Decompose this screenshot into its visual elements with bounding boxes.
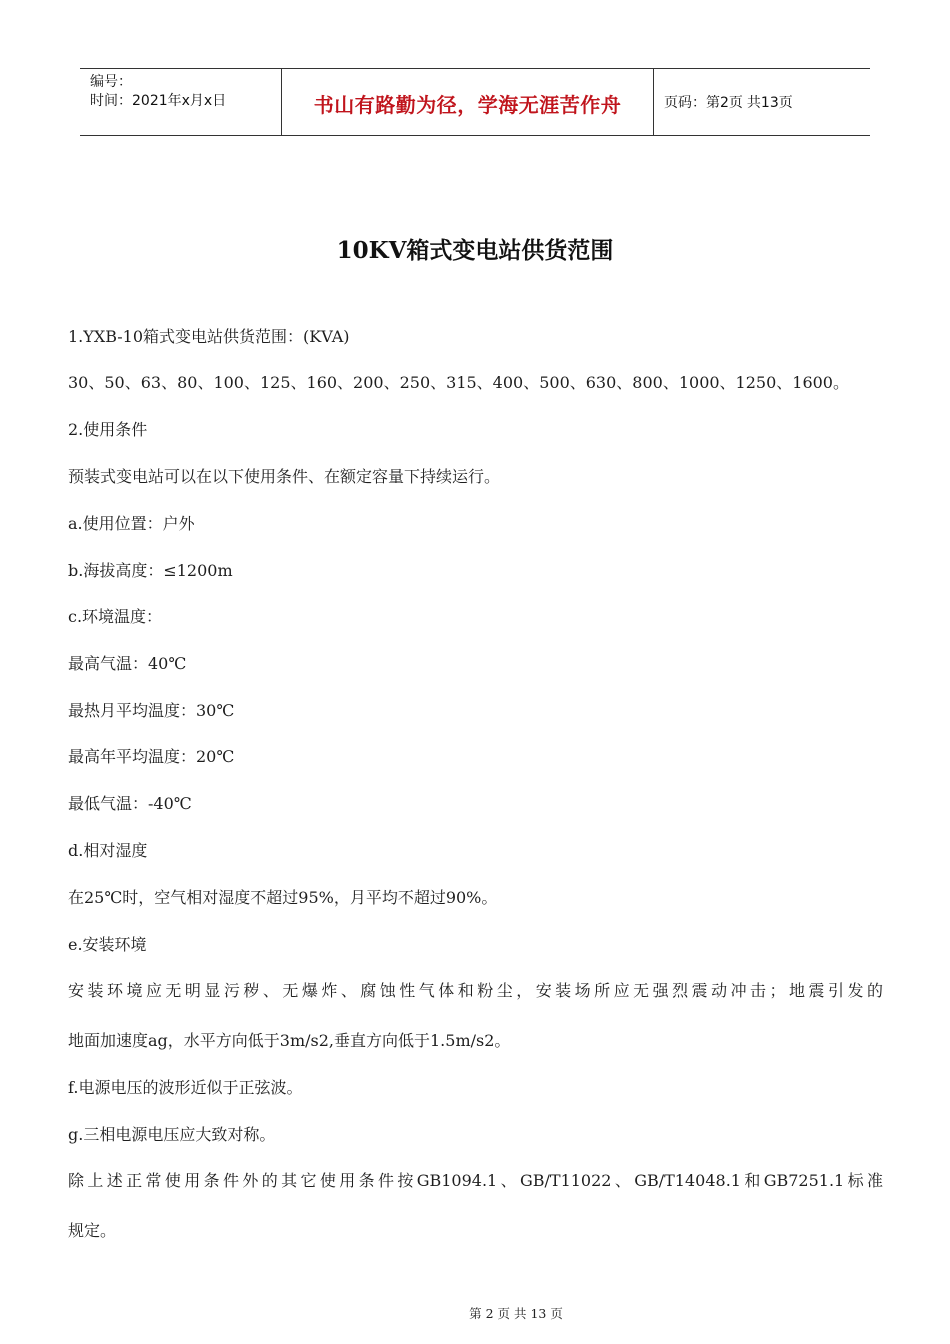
header-meta-cell — [80, 69, 282, 135]
document-header — [80, 68, 870, 136]
header-total-label: 共13页 — [746, 95, 793, 111]
body-line: g.三相电源电压应大致对称。 — [68, 1125, 276, 1144]
body-line: 最低气温：-40℃ — [68, 794, 192, 813]
body-line: a.使用位置：户外 — [68, 514, 195, 533]
document-date-label: 时间：2021年x月x日 — [90, 93, 227, 109]
body-line: 最热月平均温度：30℃ — [68, 701, 235, 720]
body-line: 地面加速度ag，水平方向低于3m/s2,垂直方向低于1.5m/s2。 — [68, 1031, 511, 1050]
body-line: 除上述正常使用条件外的其它使用条件按GB1094.1、GB/T11022、GB/T14048.1和GB7251.1标准 — [68, 1171, 883, 1190]
header-motto-cell — [282, 69, 654, 135]
header-motto: 书山有路勤为径，学海无涯苦作舟 — [313, 92, 622, 117]
document-title: 10KV箱式变电站供货范围 — [336, 237, 614, 264]
body-line: 在25℃时，空气相对湿度不超过95%，月平均不超过90%。 — [68, 888, 498, 907]
body-line: b.海拔高度：≤1200m — [68, 561, 233, 580]
body-line: c.环境温度： — [68, 607, 163, 626]
document-number-label: 编号： — [90, 74, 132, 90]
body-line: d.相对湿度 — [68, 841, 148, 860]
body-line: 预装式变电站可以在以下使用条件、在额定容量下持续运行。 — [68, 467, 501, 486]
body-line: e.安装环境 — [68, 935, 147, 954]
body-line: 最高气温：40℃ — [68, 654, 187, 673]
body-line: 规定。 — [68, 1221, 117, 1240]
body-line: 30、50、63、80、100、125、160、200、250、315、400、500、630、800、1000、1250、1600。 — [68, 373, 849, 392]
page-footer: 第 2 页 共 13 页 — [469, 1306, 563, 1321]
body-line: 1.YXB-10箱式变电站供货范围：(KVA) — [68, 327, 350, 346]
header-page-cell — [654, 69, 870, 135]
header-page-label: 页码：第2页 — [664, 95, 743, 111]
body-line: 安装环境应无明显污秽、无爆炸、腐蚀性气体和粉尘，安装场所应无强烈震动冲击；地震引发的 — [68, 981, 883, 1000]
section-heading: 2.使用条件 — [68, 420, 148, 439]
body-line: f.电源电压的波形近似于正弦波。 — [68, 1078, 303, 1097]
body-line: 最高年平均温度：20℃ — [68, 747, 235, 766]
